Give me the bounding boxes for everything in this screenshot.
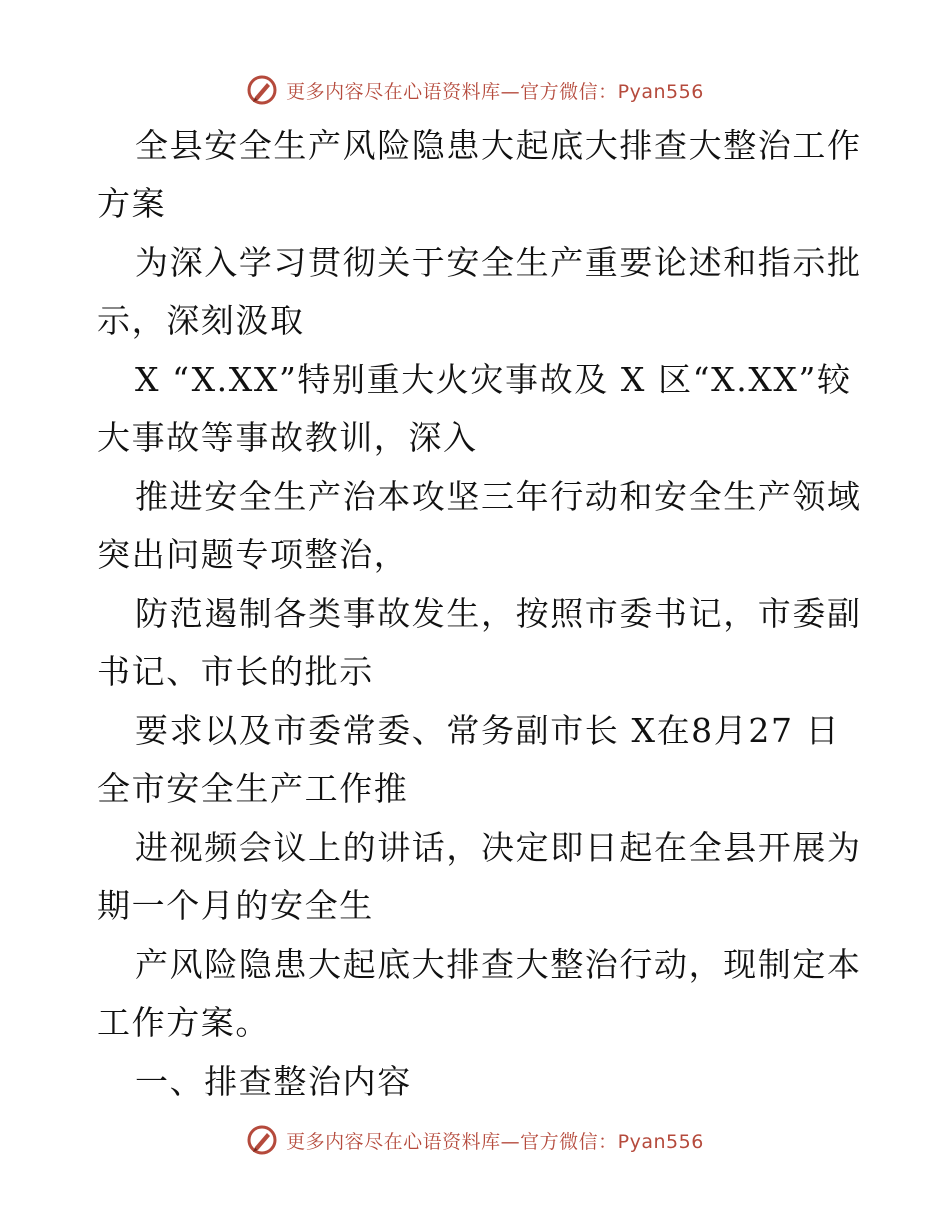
pen-logo-icon (246, 1124, 278, 1156)
paragraph-line: 要求以及市委常委、常务副市长 X在8月27 日 (135, 711, 841, 750)
watermark-banner-top (0, 70, 950, 110)
section-heading (97, 1053, 857, 1111)
paragraph-line: 书记、市长的批示 (97, 652, 374, 691)
title-line-1: 全县安全生产风险隐患大起底大排查大整治工作 (135, 126, 862, 165)
paragraph-line: 工作方案。 (97, 1003, 270, 1042)
document-title (97, 117, 862, 233)
paragraph-3 (97, 468, 862, 584)
title-line-2: 方案 (97, 184, 167, 223)
paragraph-line: 全市安全生产工作推 (97, 769, 409, 808)
paragraph-line: 示，深刻汲取 (97, 301, 305, 340)
paragraph-6 (97, 819, 862, 935)
paragraph-line: X “X.XX”特别重大火灾事故及 X 区“X.XX”较 (135, 360, 852, 399)
watermark-text: 更多内容尽在心语资料库—官方微信：Pyan556 (286, 80, 704, 103)
paragraph-line: 突出问题专项整治， (97, 535, 409, 574)
pen-logo-icon (246, 74, 278, 106)
paragraph-2 (97, 351, 857, 467)
paragraph-line: 防范遏制各类事故发生，按照市委书记，市委副 (135, 594, 862, 633)
paragraph-line: 推进安全生产治本攻坚三年行动和安全生产领域 (135, 477, 862, 516)
section-heading-text: 一、排查整治内容 (135, 1062, 412, 1101)
paragraph-line: 大事故等事故教训，深入 (97, 418, 478, 457)
paragraph-7 (97, 936, 862, 1052)
paragraph-line: 期一个月的安全生 (97, 886, 374, 925)
watermark-banner-bottom (0, 1120, 950, 1160)
paragraph-line: 为深入学习贯彻关于安全生产重要论述和指示批 (135, 243, 862, 282)
paragraph-line: 产风险隐患大起底大排查大整治行动，现制定本 (135, 945, 862, 984)
paragraph-line: 进视频会议上的讲话，决定即日起在全县开展为 (135, 828, 862, 867)
paragraph-5 (97, 702, 857, 818)
paragraph-1 (97, 234, 862, 350)
watermark-text: 更多内容尽在心语资料库—官方微信：Pyan556 (286, 1130, 704, 1153)
paragraph-4 (97, 585, 862, 701)
